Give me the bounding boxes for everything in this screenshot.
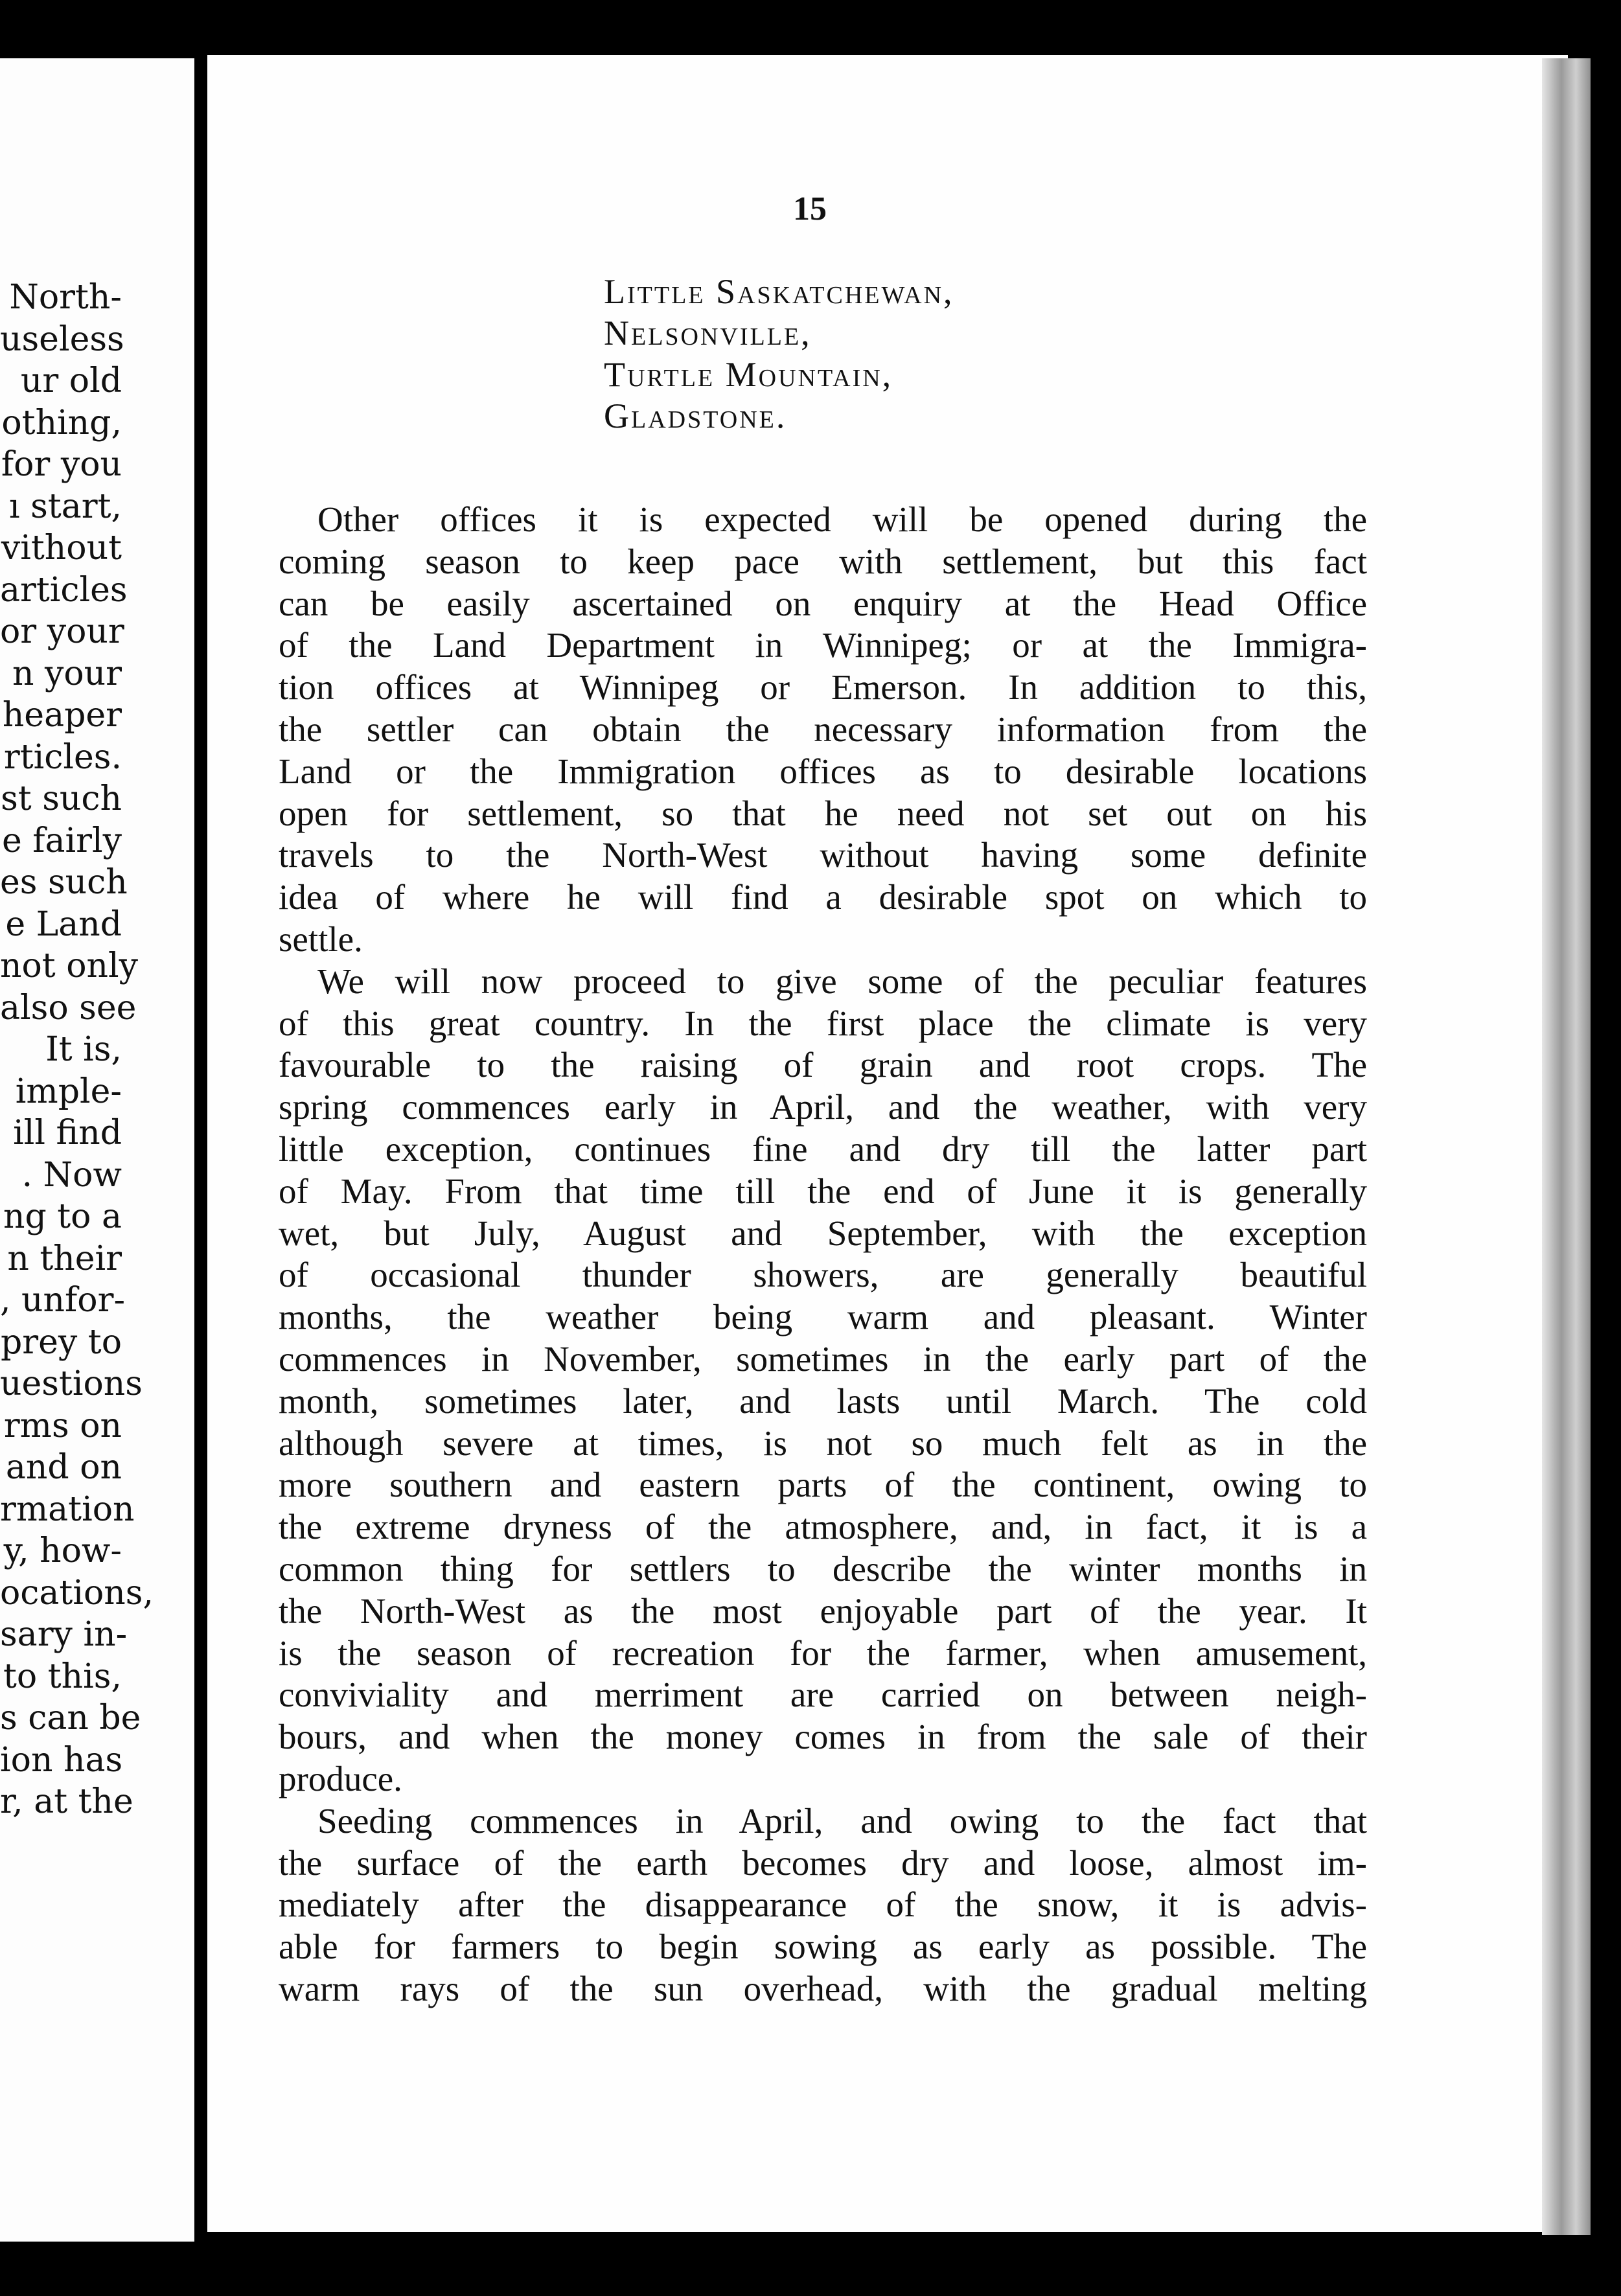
left-facing-page	[0, 58, 194, 2242]
body-text	[279, 499, 1367, 2010]
left-page-line: It is,	[45, 1030, 122, 1069]
left-page-line: s can be	[0, 1699, 141, 1738]
left-page-line: rmation	[0, 1489, 135, 1529]
text-line: commences in November, sometimes in the early part of the	[279, 1338, 1367, 1379]
page-edge	[1542, 58, 1591, 2235]
text-line: settle.	[279, 919, 363, 959]
text-line: can be easily ascertained on enquiry at the Head Office	[279, 583, 1367, 623]
text-line: of occasional thunder showers, are generally beautiful	[279, 1255, 1367, 1295]
left-page-line: to this,	[3, 1657, 122, 1696]
text-line: of this great country. In the first place the climate is very	[279, 1003, 1367, 1043]
page-number: 15	[793, 190, 827, 227]
left-page-line: y, how-	[3, 1532, 122, 1570]
left-page-line: articles	[0, 570, 128, 610]
left-page-line: ng to a	[3, 1197, 122, 1236]
text-line: the surface of the earth becomes dry and loose, almost im-	[279, 1843, 1367, 1883]
left-page-line: vithout	[1, 529, 122, 568]
text-line: travels to the North-West without having some definite	[279, 835, 1367, 875]
left-page-line: ion has	[0, 1740, 123, 1780]
left-page-line: n their	[7, 1239, 122, 1278]
left-page-line: rms on	[3, 1406, 122, 1445]
left-page-line: not only	[0, 947, 139, 985]
left-page-line: e Land	[5, 904, 122, 944]
text-line: the North-West as the most enjoyable part of the year. It	[279, 1590, 1367, 1631]
left-page-line: North-	[9, 278, 122, 317]
left-page-line: also see	[0, 988, 137, 1027]
left-page-line: es such	[0, 863, 128, 902]
text-line: mediately after the disappearance of the snow, it is advis-	[279, 1885, 1367, 1925]
left-page-line: heaper	[2, 696, 122, 735]
left-page-line: uestions	[0, 1364, 143, 1403]
text-line: month, sometimes later, and lasts until March. The cold	[279, 1381, 1367, 1421]
left-page-line: implе-	[15, 1072, 122, 1111]
text-line: common thing for settlers to describe the winter months in	[279, 1548, 1367, 1589]
text-line: idea of where he will find a desirable spot on which to	[279, 877, 1367, 917]
book-gutter	[194, 58, 207, 2242]
left-page-line: . Now	[21, 1155, 122, 1195]
left-page-line: rticles.	[3, 737, 122, 777]
left-page-text	[0, 277, 154, 1823]
office-list	[604, 271, 954, 437]
left-page-line: e fairly	[1, 821, 122, 860]
text-line: little exception, continues fine and dry till the latter part	[279, 1129, 1367, 1169]
left-page-line: ur old	[20, 362, 122, 400]
left-page-line: othing,	[1, 403, 122, 442]
text-line: open for settlement, so that he need not set out on his	[279, 793, 1367, 833]
text-line: more southern and eastern parts of the continent, owing to	[279, 1465, 1367, 1505]
left-page-line: st such	[1, 779, 122, 818]
left-page-line: ill find	[13, 1114, 122, 1153]
text-line: the settler can obtain the necessary information from the	[279, 709, 1367, 749]
text-line: favourable to the raising of grain and root crops. The	[279, 1045, 1367, 1085]
text-line: Seeding commences in April, and owing to the fact that	[317, 1800, 1367, 1841]
text-line: of May. From that time till the end of June it is generally	[279, 1171, 1367, 1211]
office-item: Gladstone.	[604, 396, 787, 435]
left-page-line: or your	[0, 612, 124, 651]
left-page-line: sary in-	[0, 1615, 128, 1654]
left-page-line: and on	[5, 1448, 122, 1487]
text-line: coming season to keep pace with settlement, but this fact	[279, 541, 1367, 581]
text-line: warm rays of the sun overhead, with the gradual melting	[279, 1968, 1367, 2008]
text-line: months, the weather being warm and pleasant. Winter	[279, 1297, 1367, 1337]
text-line: Other offices it is expected will be opened during the	[317, 499, 1367, 539]
left-page-line: useless	[0, 319, 124, 359]
text-line: the extreme dryness of the atmosphere, and, in fact, it is a	[279, 1507, 1367, 1547]
text-line: able for farmers to begin sowing as early as possible. The	[279, 1927, 1367, 1967]
left-page-line: for you	[1, 445, 122, 484]
left-page-line: prey to	[0, 1322, 122, 1362]
text-line: is the season of recreation for the farmer, when amusement,	[279, 1633, 1367, 1673]
left-page-line: , unfor-	[0, 1281, 126, 1320]
left-page-line: r, at the	[0, 1782, 133, 1821]
text-line: tion offices at Winnipeg or Emerson. In addition to this,	[279, 667, 1367, 707]
left-page-line: n your	[12, 654, 122, 693]
text-line: produce.	[279, 1758, 402, 1798]
text-line: although severe at times, is not so much felt as in the	[279, 1423, 1367, 1463]
text-line: wet, but July, August and September, with the exception	[279, 1213, 1367, 1253]
text-line: of the Land Department in Winnipeg; or at the Immigra-	[279, 625, 1367, 665]
text-line: conviviality and merriment are carried on between neigh-	[279, 1675, 1367, 1715]
text-line: We will now proceed to give some of the peculiar features	[317, 961, 1367, 1001]
office-item: Nelsonville,	[604, 314, 812, 352]
text-line: Land or the Immigration offices as to desirable locations	[279, 751, 1367, 791]
office-item: Turtle Mountain,	[604, 355, 893, 394]
text-line: spring commences early in April, and the weather, with very	[279, 1087, 1367, 1127]
office-item: Little Saskatchewan,	[604, 272, 954, 311]
left-page-line: ocations,	[0, 1573, 154, 1613]
left-page-line: ı start,	[8, 487, 122, 526]
text-line: bours, and when the money comes in from the sale of their	[279, 1717, 1367, 1757]
